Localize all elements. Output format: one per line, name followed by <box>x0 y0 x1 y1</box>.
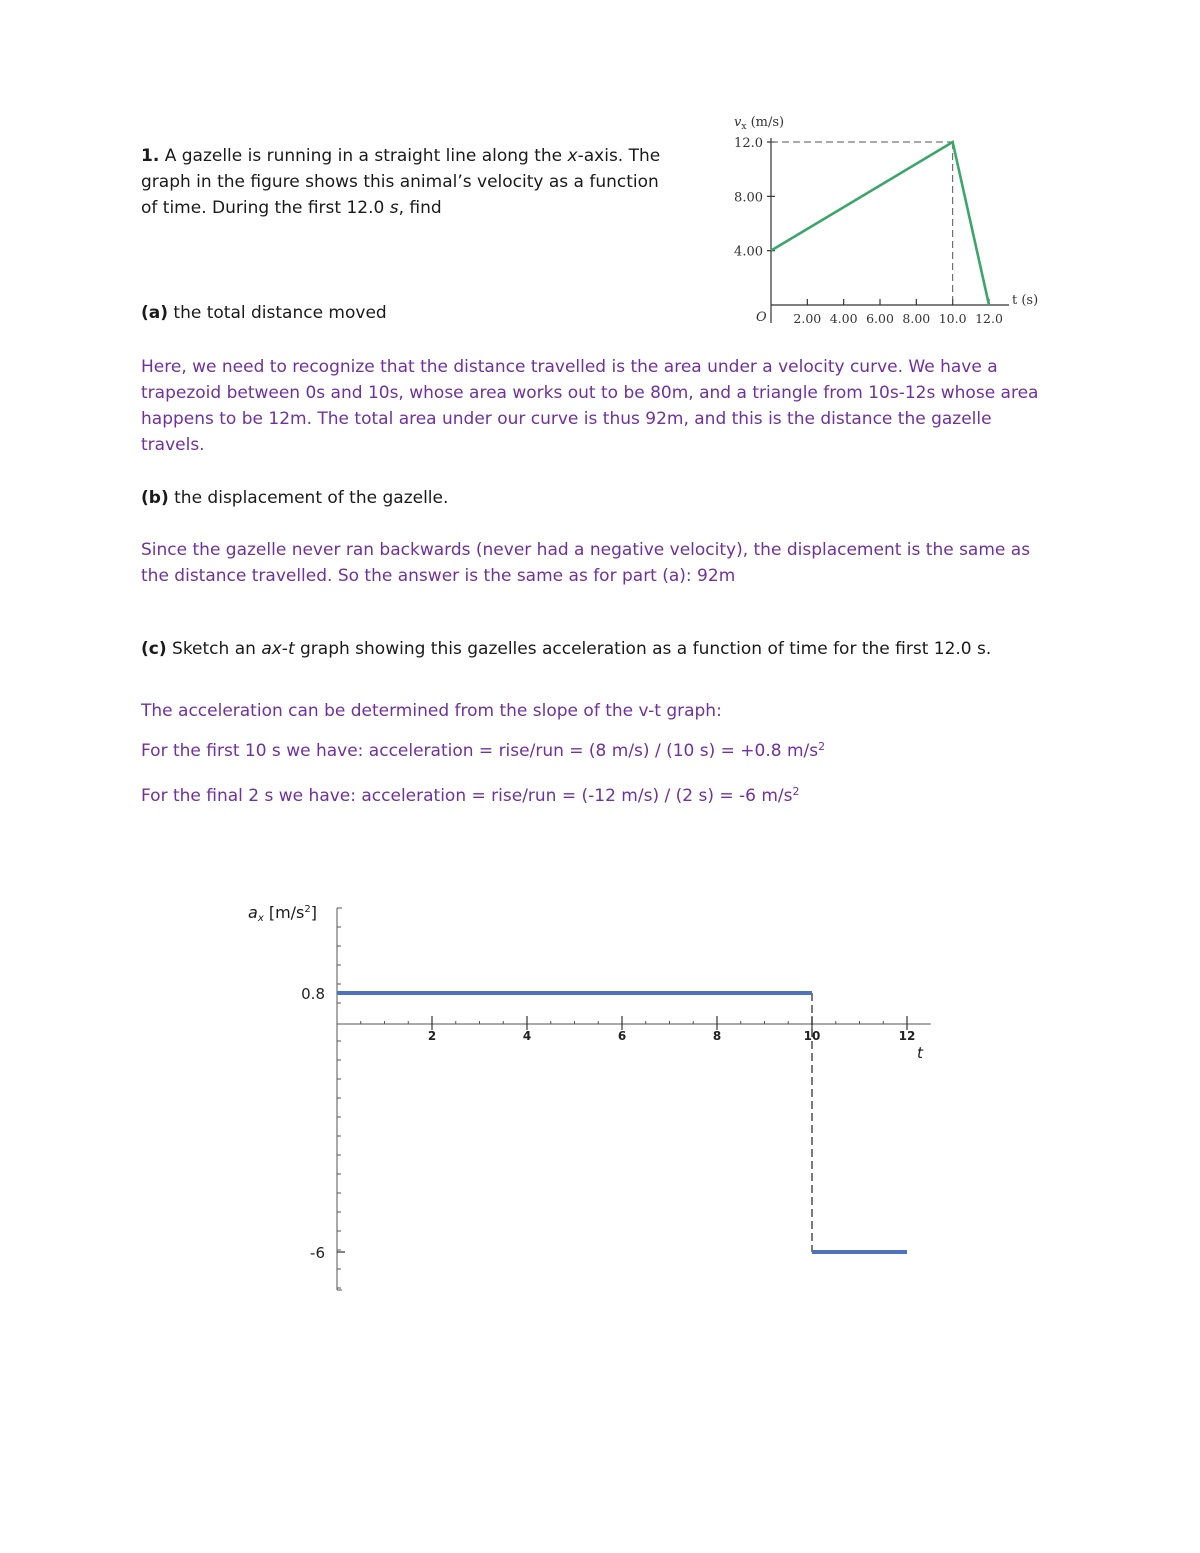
v-ylabel <box>734 115 784 132</box>
part-b-answer <box>141 537 1030 589</box>
v-x-tick-label: 2.00 <box>793 311 822 326</box>
v-y-tick-label: 12.0 <box>734 136 763 151</box>
part-a-answer <box>141 354 1038 458</box>
part-c-t: t <box>287 639 295 659</box>
v-xlabel: t (s) <box>1012 293 1039 308</box>
a-x-tick-label: 2 <box>427 1029 437 1043</box>
intro-text-b: -axis. The <box>577 146 661 166</box>
sup: 2 <box>818 740 826 753</box>
v-ylabel-var: v <box>734 115 742 130</box>
part-c-intro: The acceleration can be determined from the slope of the v-t graph: <box>141 701 722 721</box>
part-b-question <box>141 485 448 511</box>
part-a-text: the total distance moved <box>168 303 387 323</box>
part-c-label: (c) <box>141 639 167 659</box>
intro-line-3b: , find <box>398 198 442 218</box>
answer-line: trapezoid between 0s and 10s, whose area works out to be 80m, and a triangle from 10s-12s whose area <box>141 383 1039 403</box>
part-b-text: the displacement of the gazelle. <box>168 488 449 508</box>
a-x-tick-label: 8 <box>712 1029 722 1043</box>
accel-line-2: For the final 2 s we have: acceleration = rise/run = (-12 m/s) / (2 s) = -6 m/s <box>141 786 793 806</box>
a-y-tick-label: 0.8 <box>301 985 325 1003</box>
sup: 2 <box>792 785 800 798</box>
part-c-line2 <box>141 783 800 809</box>
problem-intro <box>141 143 660 221</box>
v-y-tick-label: 4.00 <box>734 244 763 260</box>
intro-text: A gazelle is running in a straight line along the <box>164 146 568 166</box>
intro-line-3: of time. During the first 12.0 <box>141 198 390 218</box>
v-x-tick-label: 12.0 <box>975 311 1003 326</box>
answer-line: happens to be 12m. The total area under our curve is thus 92m, and this is the distance the gazelle <box>141 409 992 429</box>
v-ylabel-sub: x <box>741 122 747 132</box>
intro-unit: s <box>389 198 399 218</box>
part-a-question <box>141 300 387 326</box>
a-x-tick-label: 12 <box>898 1029 916 1043</box>
part-c-line1 <box>141 738 825 764</box>
answer-line: Here, we need to recognize that the distance travelled is the area under a velocity curve. We have a <box>141 357 998 377</box>
v-y-tick-label: 8.00 <box>734 190 763 206</box>
answer-line: travels. <box>141 435 205 455</box>
part-c-text-b: graph showing this gazelles acceleration as a function of time for the first 12.0 s. <box>294 639 992 659</box>
a-ylabel-sup: 2 <box>304 904 311 915</box>
a-x-tick-label: 10 <box>803 1029 821 1043</box>
v-x-tick-label: 8.00 <box>902 311 931 326</box>
answer-line: the distance travelled. So the answer is the same as for part (a): 92m <box>141 566 736 586</box>
a-y-tick-label: -6 <box>310 1244 325 1262</box>
accel-line-1: For the first 10 s we have: acceleration = rise/run = (8 m/s) / (10 s) = +0.8 m/s <box>141 741 819 761</box>
part-c-text: Sketch an <box>166 639 262 659</box>
problem-number: 1. <box>141 146 160 166</box>
part-c-question <box>141 636 991 662</box>
a-ylabel-end: ] <box>310 903 317 922</box>
v-ylabel-unit: (m/s) <box>746 115 785 130</box>
answer-line: Since the gazelle never ran backwards (never had a negative velocity), the displacement is the same as <box>141 540 1031 560</box>
a-ylabel-unit: [m/s <box>263 903 305 922</box>
part-a-label: (a) <box>141 303 169 323</box>
v-origin-label: O <box>756 310 767 325</box>
a-ylabel <box>248 903 317 924</box>
part-c-var: ax <box>261 639 282 659</box>
intro-line-2: graph in the figure shows this animal’s velocity as a function <box>141 172 659 192</box>
v-x-tick-label: 6.00 <box>866 311 894 326</box>
v-series-line <box>771 142 989 305</box>
a-ylabel-var: a <box>248 903 258 922</box>
intro-var: x <box>567 146 578 166</box>
part-c-dash: - <box>281 639 288 659</box>
v-x-tick-label: 4.00 <box>829 311 858 326</box>
v-x-tick-label: 10.0 <box>938 311 967 326</box>
part-b-label: (b) <box>141 488 169 508</box>
a-x-tick-label: 4 <box>522 1029 532 1043</box>
a-xlabel: t <box>917 1044 923 1062</box>
a-x-tick-label: 6 <box>617 1029 627 1043</box>
a-ylabel-sub: x <box>257 913 264 924</box>
